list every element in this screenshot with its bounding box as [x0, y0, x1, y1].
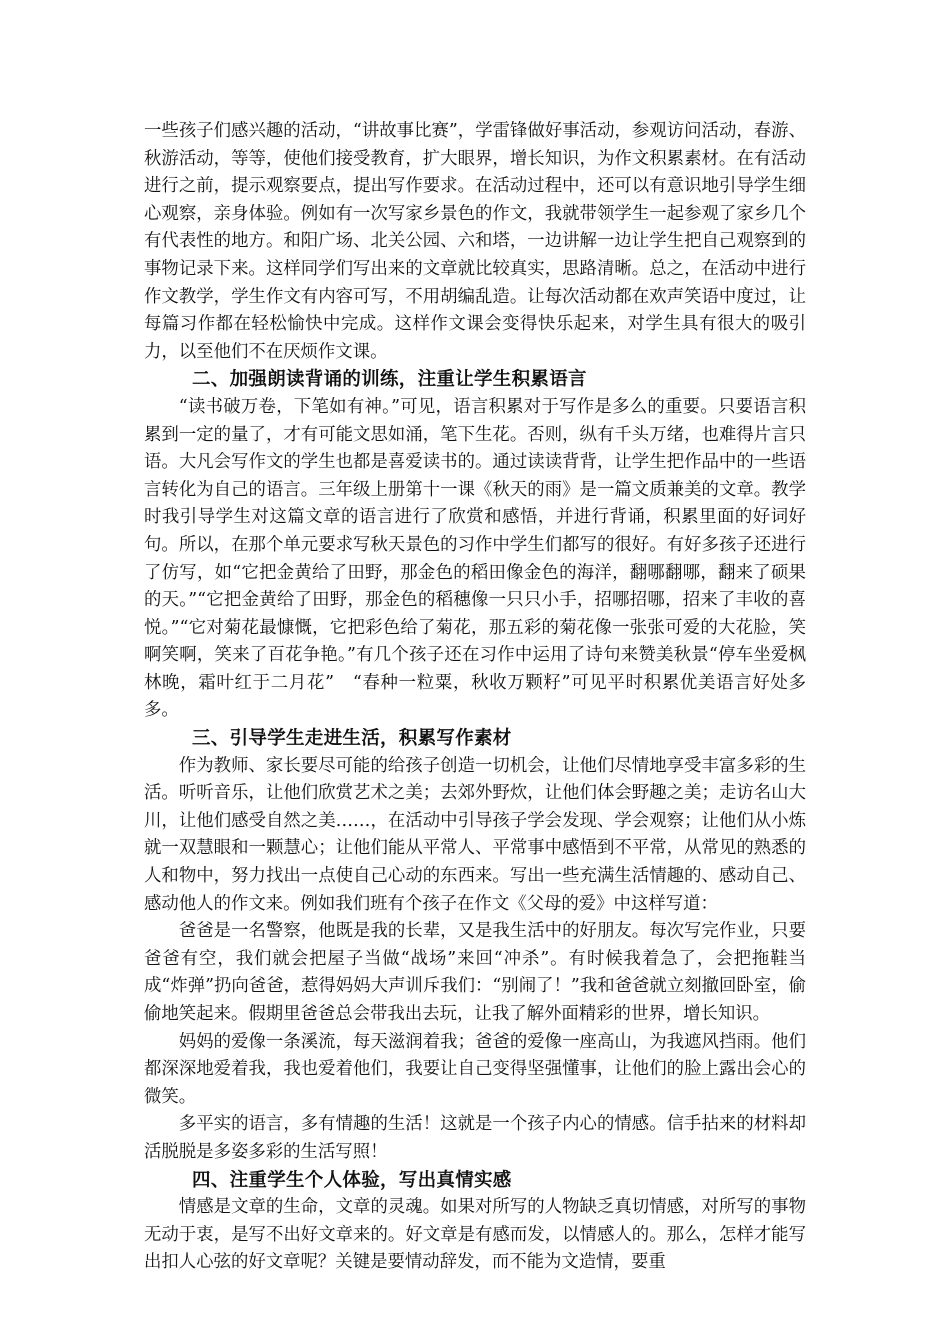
paragraph-emotion: 情感是文章的生命，文章的灵魂。如果对所写的人物缺乏真切情感，对所写的事物无动于衷，是写不出好文章来的。好文章是有感而发，以情感人的。那么，怎样才能写出扣人心弦的好文章呢？关键是要情动辞发，而不能为文造情，要重	[144, 1197, 806, 1273]
paragraph-reading: “读书破万卷，下笔如有神。”可见，语言积累对于写作是多么的重要。只要语言积累到一定的量了，才有可能文思如涌，笔下生花。否则，纵有千头万绪，也难得片言只语。大凡会写作文的学生也都是喜爱读书的。通过读读背背，让学生把作品中的一些语言转化为自己的语言。三年级上册第十一课《秋天的雨》是一篇文质兼美的文章。教学时我引导学生对这篇文章的语言进行了欣赏和感悟，并进行背诵，积累里面的好词好句。所以，在那个单元要求写秋天景色的习作中学生们都写的很好。有好多孩子还进行了仿写，如“它把金黄给了田野，那金色的稻田像金色的海洋，翻哪翻哪，翻来了硕果的天。”“它把金黄给了田野，那金色的稻穗像一只只小手，招哪招哪，招来了丰收的喜悦。”“它对菊花最慷慨，它把彩色给了菊花，那五彩的菊花像一张张可爱的大花脸，笑啊笑啊，笑来了百花争艳。”有几个孩子还在习作中运用了诗句来赞美秋景“停车坐爱枫林晚，霜叶红于二月花” “春种一粒粟，秋收万颗籽”可见平时积累优美语言好处多多。	[144, 396, 806, 721]
document-page	[144, 118, 806, 1277]
paragraph-life: 作为教师、家长要尽可能的给孩子创造一切机会，让他们尽情地享受丰富多彩的生活。听听音乐，让他们欣赏艺术之美；去郊外野炊，让他们体会野趣之美；走访名山大川，让他们感受自然之美……，在活动中引导孩子学会发现、学会观察；让他们从小炼就一双慧眼和一颗慧心；让他们能从平常人、平常事中感悟到不平常，从常见的熟悉的人和物中，努力找出一点使自己心动的东西来。写出一些充满生活情趣的、感动自己、感动他人的作文来。例如我们班有个孩子在作文《父母的爱》中这样写道：	[144, 755, 806, 914]
paragraph-comment: 多平实的语言，多有情趣的生活！这就是一个孩子内心的情感。信手拈来的材料却活脱脱是多姿多彩的生活写照！	[144, 1114, 806, 1162]
section-heading-4: 四、注重学生个人体验，写出真情实感	[192, 1169, 512, 1191]
paragraph-activities: 一些孩子们感兴趣的活动，“讲故事比赛”，学雷锋做好事活动，参观访问活动，春游、秋游活动，等等，使他们接受教育，扩大眼界，增长知识，为作文积累素材。在有活动进行之前，提示观察要点，提出写作要求。在活动过程中，还可以有意识地引导学生细心观察，亲身体验。例如有一次写家乡景色的作文，我就带领学生一起参观了家乡几个有代表性的地方。和阳广场、北关公园、六和塔，一边讲解一边让学生把自己观察到的事物记录下来。这样同学们写出来的文章就比较真实，思路清晰。总之，在活动中进行作文教学，学生作文有内容可写，不用胡编乱造。让每次活动都在欢声笑语中度过，让每篇习作都在轻松愉快中完成。这样作文课会变得快乐起来，对学生具有很大的吸引力，以至他们不在厌烦作文课。	[144, 121, 806, 362]
section-heading-2: 二、加强朗读背诵的训练，注重让学生积累语言	[192, 369, 587, 391]
paragraph-quote-mother: 妈妈的爱像一条溪流，每天滋润着我；爸爸的爱像一座高山，为我遮风挡雨。他们都深深地爱着我，我也爱着他们，我要让自己变得坚强懂事，让他们的脸上露出会心的微笑。	[144, 1031, 806, 1107]
section-heading-3: 三、引导学生走进生活，积累写作素材	[192, 728, 512, 750]
paragraph-quote-father: 爸爸是一名警察，他既是我的长辈，又是我生活中的好朋友。每次写完作业，只要爸爸有空，我们就会把屋子当做“战场”来回“冲杀”。有时候我着急了，会把拖鞋当成“炸弹”扔向爸爸，惹得妈妈大声训斥我们：“别闹了！”我和爸爸就立刻撤回卧室，偷偷地笑起来。假期里爸爸总会带我出去玩，让我了解外面精彩的世界，增长知识。	[144, 921, 806, 1024]
